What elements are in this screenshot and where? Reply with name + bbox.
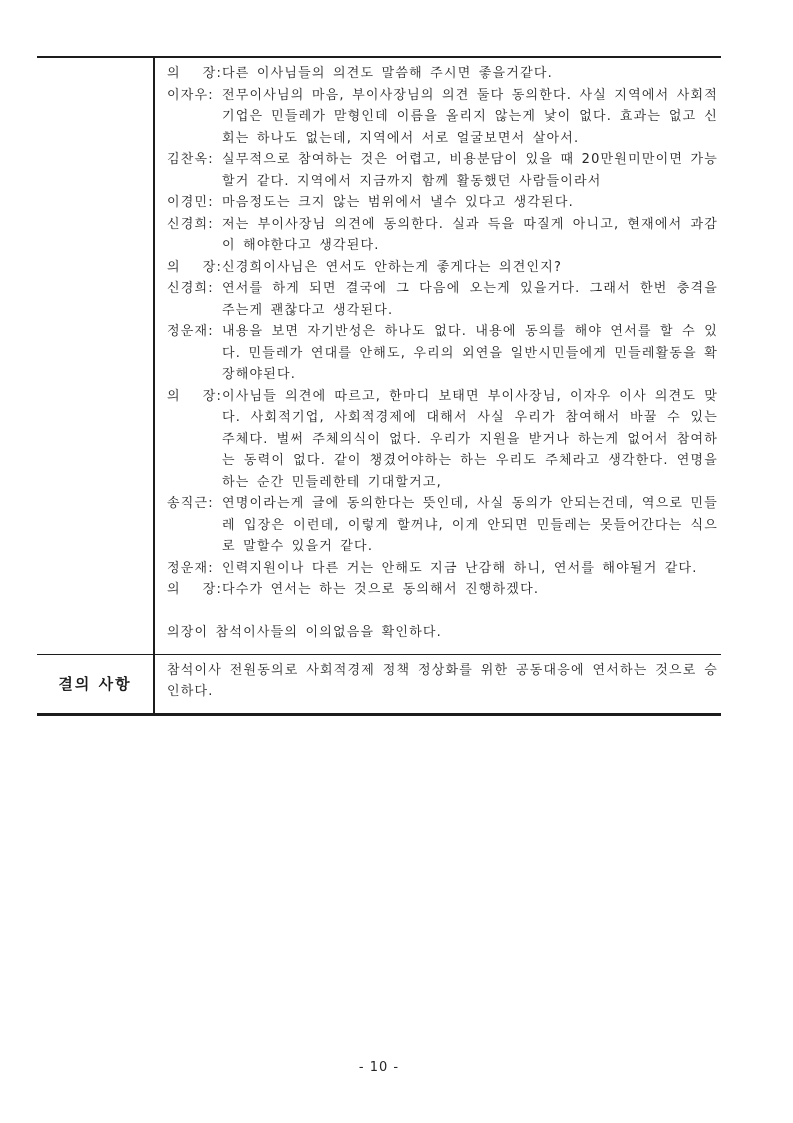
speech-text: 연명이라는게 글에 동의한다는 뜻인데, 사실 동의가 안되는건데, 역으로 민들레 입장은 이런데, 이렇게 할꺼냐, 이게 안되면 민들레는 못들어간다는 식으로 말할수 있을거 같다. [222,496,718,554]
resolution-label: 결의 사항 [58,675,132,693]
speech-text: 인력지원이나 다른 거는 안해도 지금 난감해 하니, 연서를 해야될거 같다. [222,560,698,576]
speech-paragraph [167,321,718,386]
speech-paragraph [167,85,718,150]
page-number: - 10 - [358,1060,400,1075]
speech-paragraph [167,63,718,85]
speaker-name: 신경희: [167,216,214,232]
speaker-name: 의 장: [167,66,223,81]
discussion-row [37,58,721,655]
resolution-label-cell [37,655,155,713]
speaker-name: 의 장: [167,388,223,404]
resolution-text: 참석이사 전원동의로 사회적경제 정책 정상화를 위한 공동대응에 연서하는 것으로 승인하다. [167,662,718,699]
resolution-row [37,655,721,713]
speech-text: 마음정도는 크지 않는 범위에서 낼수 있다고 생각된다. [222,195,575,210]
speech-text: 실무적으로 참여하는 것은 어렵고, 비용분담이 있을 때 20만원미만이면 가능할거 같다. 지역에서 지금까지 함께 활동했던 사람들이라서 [222,152,718,189]
speaker-name: 신경희: [167,281,214,296]
speech-text: 저는 부이사장님 의견에 동의한다. 실과 득을 따질게 아니고, 현재에서 과감이 해야한다고 생각된다. [222,216,718,253]
speech-text: 전무이사님의 마음, 부이사장님의 의견 둘다 동의한다. 사실 지역에서 사회적기업은 민들레가 맏형인데 이름을 올리지 않는게 낯이 없다. 효과는 없고 신회는 하나도 없는데, 지역에서 서로 얼굴보면서 살아서. [222,87,718,146]
speech-text: 이사님들 의견에 따르고, 한마디 보태면 부이사장님, 이자우 이사 의견도 맞다. 사회적기업, 사회적경제에 대해서 사실 우리가 참여해서 바꿀 수 있는 주체다. 벌써 주체의식이 없다. 우리가 지원을 받거나 하는게 없어서 참여하는 동력이 없다. 같이 챙겼어야하는 하는 우리도 주체라고 생각한다. 연명을 하는 순간 민들레한테 기대할거고, [222,388,718,490]
speaker-name: 이자우: [167,87,214,103]
speech-paragraph [167,579,718,601]
discussion-content-cell [155,58,721,654]
speech-paragraph [167,192,718,214]
speaker-name: 정운재: [167,324,214,339]
speech-paragraph [167,278,718,321]
speaker-name: 정운재: [167,560,214,576]
speaker-name: 의 장: [167,582,223,597]
speech-text: 신경희이사님은 연서도 안하는게 좋게다는 의견인지? [222,259,563,275]
speech-paragraph [167,493,718,558]
closing-note: 의장이 참석이사들의 이의없음을 확인하다. [167,625,442,640]
speech-text: 다른 이사님들의 의견도 말씀해 주시면 좋을거같다. [222,66,553,81]
minutes-table [37,56,721,716]
speech-text: 다수가 연서는 하는 것으로 동의해서 진행하겠다. [222,582,540,597]
speech-paragraph [167,558,718,580]
resolution-content-cell [155,655,721,713]
speaker-name: 김찬옥: [167,152,214,167]
speech-paragraph [167,257,718,279]
speaker-name: 이경민: [167,195,214,210]
speech-text: 내용을 보면 자기반성은 하나도 없다. 내용에 동의를 해야 연서를 할 수 있다. 민들레가 연대를 안해도, 우리의 외연을 일반시민들에게 민들레활동을 확장해야된다. [222,324,718,382]
speech-paragraph [167,386,718,494]
speech-paragraph [167,149,718,192]
speaker-name: 송직근: [167,496,214,511]
speech-text: 연서를 하게 되면 결국에 그 다음에 오는게 있을거다. 그래서 한번 충격을 주는게 괜찮다고 생각된다. [222,281,718,318]
speech-list [167,63,718,601]
speech-paragraph [167,214,718,257]
discussion-label-cell [37,58,155,654]
speaker-name: 의 장: [167,259,223,275]
